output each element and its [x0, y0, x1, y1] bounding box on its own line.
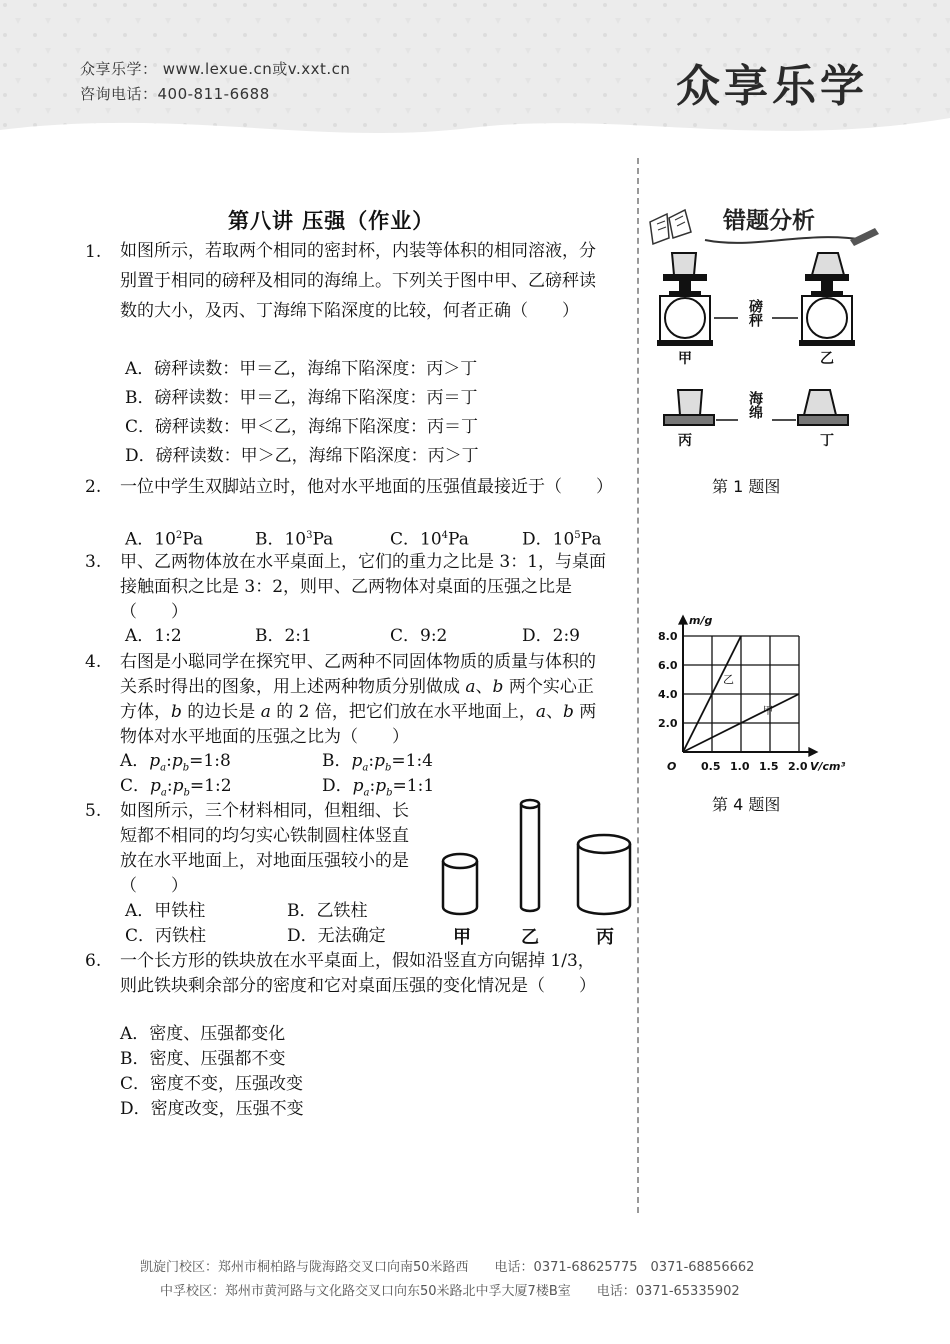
option-5a: A．甲铁柱 [125, 901, 206, 921]
option-3d: D．2:9 [522, 626, 580, 646]
x-tick: 2.0 [788, 760, 808, 773]
option-3c: C．9:2 [390, 626, 448, 646]
cylinder-label-bing: 丙 [596, 927, 614, 948]
question-number: 2. [85, 477, 102, 497]
option-5c: C．丙铁柱 [125, 926, 207, 946]
x-axis-label: V/cm³ [810, 760, 846, 773]
option-6d: D．密度改变，压强不变 [120, 1099, 304, 1119]
error-analysis-banner [645, 200, 885, 250]
question-text: 如图所示，若取两个相同的密封杯，内装等体积的相同溶液，分别置于相同的磅秤及相同的海绵上。下列关于图中甲、乙磅秤读数的大小，及丙、丁海绵下陷深度的比较，何者正确（ ） [120, 241, 596, 321]
label-scale: 磅秤 [747, 299, 763, 327]
website-text: 众享乐学： www.lexue.cn或v.xxt.cn [80, 60, 351, 78]
x-tick: 0.5 [701, 760, 721, 773]
label-sponge: 海绵 [747, 391, 763, 419]
question-number: 3. [85, 552, 102, 572]
brand-logo: 众享乐学 [676, 61, 868, 112]
y-tick: 4.0 [658, 688, 678, 701]
line-label-jia: 甲 [763, 706, 773, 717]
error-analysis-heading: 错题分析 [723, 208, 815, 234]
origin-label: O [667, 760, 677, 773]
option-4c: C．$p_a:p_b=1:2$ [120, 776, 232, 799]
page-header [0, 0, 950, 150]
option-4a: A．$p_a:p_b=1:8$ [120, 751, 231, 774]
footer-line-1: 凯旋门校区：郑州市桐柏路与陇海路交叉口向南50米路西 电话：0371-68625775 0371-68856662 [140, 1260, 755, 1275]
line-label-yi: 乙 [723, 673, 734, 686]
figure-1 [650, 245, 880, 460]
option-1a: A．磅秤读数：甲＝乙，海绵下陷深度：丙＞丁 [125, 359, 478, 379]
cylinder-label-jia: 甲 [453, 927, 471, 948]
option-4b: B．$p_a:p_b=1:4$ [322, 751, 433, 774]
label-ding: 丁 [820, 433, 834, 449]
question-text: 甲、乙两物体放在水平桌面上，它们的重力之比是 3：1，与桌面接触面积之比是 3：2，则甲、乙两物体对桌面的压强之比是（ ） [120, 552, 607, 622]
page-title: 第八讲 压强（作业） [228, 209, 435, 233]
cylinder-label-yi: 乙 [521, 927, 539, 948]
question-text: 右图是小聪同学在探究甲、乙两种不同固体物质的质量与体积的关系时得出的图象，用上述两种物质分别做成 a、b 两个实心正方体，b 的边长是 a 的 2 倍，把它们放在水平地面上，a、b 两物体对水平地面的压强之比为（ ） [120, 652, 597, 747]
question-number: 6. [85, 951, 102, 971]
question-number: 5. [85, 801, 102, 821]
option-2b: B．$10^3Pa$ [255, 529, 334, 550]
question-text: 一位中学生双脚站立时，他对水平地面的压强值最接近于（ ） [120, 477, 613, 497]
phone-text: 咨询电话：400-811-6688 [80, 85, 270, 103]
option-2d: D．$10^5Pa$ [522, 529, 602, 550]
option-1d: D．磅秤读数：甲＞乙，海绵下陷深度：丙＞丁 [125, 446, 479, 466]
option-4d: D．$p_a:p_b=1:1$ [322, 776, 435, 799]
question-number: 1. [85, 242, 102, 262]
option-2c: C．$10^4Pa$ [390, 529, 469, 550]
option-1b: B．磅秤读数：甲＝乙，海绵下陷深度：丙＝丁 [125, 388, 478, 408]
label-bing: 丙 [678, 433, 692, 449]
y-tick: 8.0 [658, 630, 678, 643]
x-tick: 1.5 [759, 760, 779, 773]
question-number: 4. [85, 652, 102, 672]
option-5b: B．乙铁柱 [287, 901, 368, 921]
question-text: 一个长方形的铁块放在水平桌面上，假如沿竖直方向锯掉 1/3，则此铁块剩余部分的密度和它对桌面压强的变化情况是（ ） [120, 951, 596, 996]
x-tick: 1.0 [730, 760, 750, 773]
option-2a: A．$10^2Pa$ [125, 529, 204, 550]
figure-1-caption: 第 1 题图 [712, 477, 781, 496]
y-axis-label: m/g [689, 614, 713, 627]
figure-4-caption: 第 4 题图 [712, 795, 781, 814]
option-3b: B．2:1 [255, 626, 312, 646]
option-1c: C．磅秤读数：甲＜乙，海绵下陷深度：丙＝丁 [125, 417, 479, 437]
y-tick: 6.0 [658, 659, 678, 672]
label-jia: 甲 [678, 351, 692, 367]
option-6c: C．密度不变，压强改变 [120, 1074, 304, 1094]
question-text: 如图所示，三个材料相同，但粗细、长短都不相同的均匀实心铁制圆柱体竖直放在水平地面上，对地面压强较小的是（ ） [120, 801, 409, 896]
option-6a: A．密度、压强都变化 [120, 1024, 286, 1044]
option-6b: B．密度、压强都不变 [120, 1049, 286, 1069]
footer-line-2: 中孚校区：郑州市黄河路与文化路交叉口向东50米路北中孚大厦7楼B室 电话：0371-65335902 [160, 1284, 740, 1299]
column-divider [637, 158, 639, 1213]
figure-4-chart [655, 610, 855, 780]
option-5d: D．无法确定 [287, 926, 386, 946]
cylinders-figure [430, 795, 645, 950]
label-yi: 乙 [820, 351, 834, 367]
option-3a: A．1:2 [125, 626, 182, 646]
y-tick: 2.0 [658, 717, 678, 730]
